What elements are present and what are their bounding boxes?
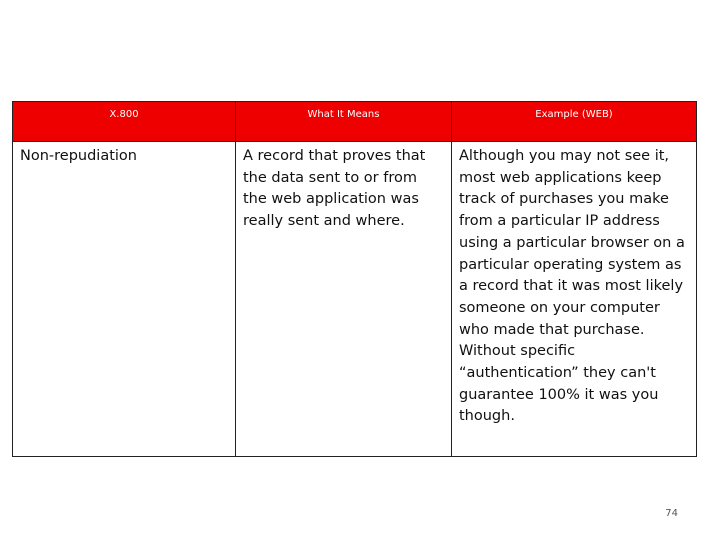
header-what-it-means: What It Means bbox=[236, 102, 452, 142]
header-example-web: Example (WEB) bbox=[452, 102, 697, 142]
header-x800: X.800 bbox=[13, 102, 236, 142]
cell-example: Although you may not see it, most web applications keep track of purchases you make from a particular IP address using a particular browser on a particular operating system as a record that it was most likely someone on your computer who made that purchase. Without specific “authentication” they can't guarantee 100% it was you though. bbox=[452, 142, 697, 457]
page-number: 74 bbox=[665, 508, 678, 519]
security-services-table bbox=[12, 101, 697, 457]
table-row bbox=[13, 142, 697, 457]
cell-service-name: Non-repudiation bbox=[13, 142, 236, 457]
table-header-row bbox=[13, 102, 697, 142]
cell-meaning: A record that proves that the data sent to or from the web application was really sent and where. bbox=[236, 142, 452, 457]
